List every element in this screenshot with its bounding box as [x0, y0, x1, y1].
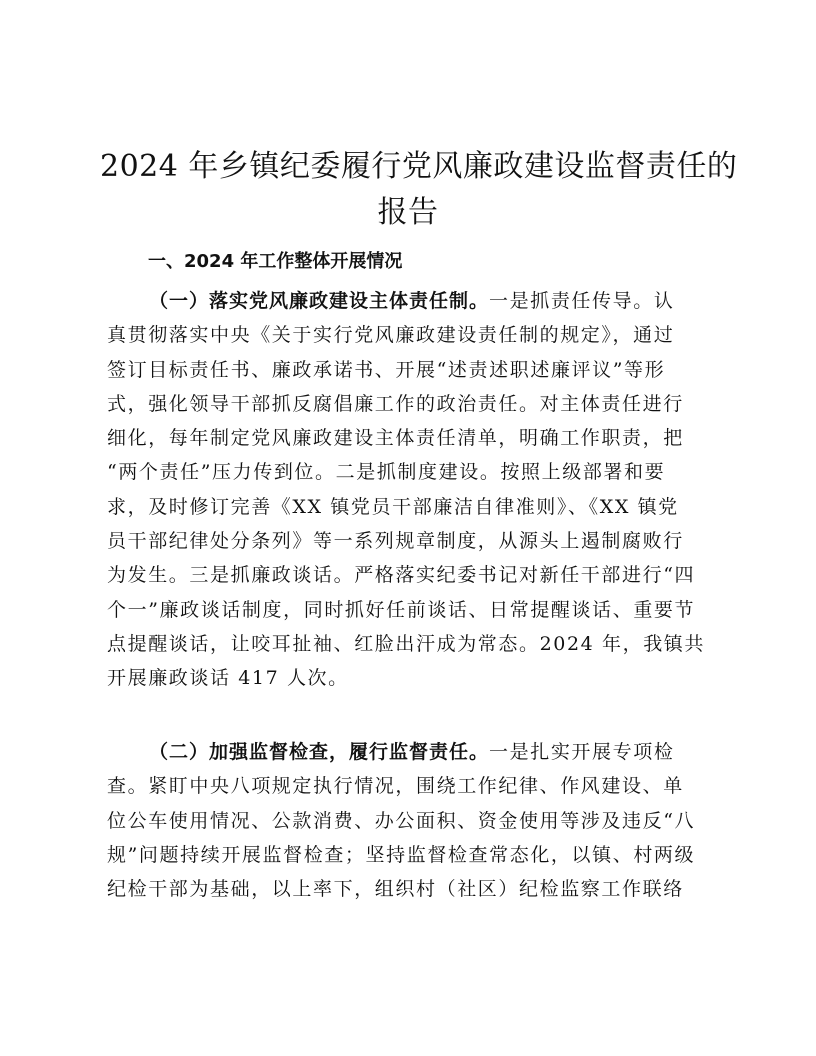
title-line: 报告	[377, 195, 439, 230]
paragraph-line: 位公车使用情况、公款消费、办公面积、资金使用等涉及违反“八	[107, 809, 696, 832]
paragraph-line: 真贯彻落实中央《关于实行党风廉政建设责任制的规定》，通过	[107, 324, 675, 347]
paragraph-2	[107, 735, 709, 906]
paragraph-line: 规”问题持续开展监督检查；坚持监督检查常态化，以镇、村两级	[107, 843, 696, 866]
section-heading: 一、2024 年工作整体开展情况	[148, 251, 403, 272]
paragraph-line: 为发生。三是抓廉政谈话。严格落实纪委书记对新任干部进行“四	[107, 564, 696, 587]
paragraph-line: 查。紧盯中央八项规定执行情况，围绕工作纪律、作风建设、单	[107, 775, 684, 798]
paragraph-first-line	[107, 735, 709, 769]
paragraph-text: 一是扎实开展专项检	[489, 741, 675, 763]
paragraph-line: 细化，每年制定党风廉政建设主体责任清单，明确工作职责，把	[107, 427, 684, 450]
paragraph-line: 员干部纪律处分条列》等一系列规章制度，从源头上遏制腐败行	[107, 530, 684, 553]
document-title	[100, 144, 738, 236]
paragraph-text: 一是抓责任传导。认	[489, 290, 675, 312]
paragraph-first-line	[107, 284, 709, 318]
paragraph-lead: （二）加强监督检查，履行监督责任。	[149, 741, 490, 763]
paragraph-line: 签订目标责任书、廉政承诺书、开展“述责述职述廉评议”等形	[107, 358, 666, 381]
paragraph-1	[107, 284, 709, 696]
title-line: 2024 年乡镇纪委履行党风廉政建设监督责任的	[100, 149, 738, 184]
paragraph-line: 点提醒谈话，让咬耳扯袖、红脸出汗成为常态。2024 年，我镇共	[107, 632, 705, 655]
paragraph-line: 式，强化领导干部抓反腐倡廉工作的政治责任。对主体责任进行	[107, 392, 684, 415]
paragraph-line: 求，及时修订完善《XX 镇党员干部廉洁自律准则》、《XX 镇党	[107, 495, 679, 518]
paragraph-line: 个一”廉政谈话制度，同时抓好任前谈话、日常提醒谈话、重要节	[107, 598, 696, 621]
paragraph-line: “两个责任”压力传到位。二是抓制度建设。按照上级部署和要	[107, 461, 666, 484]
paragraph-line: 开展廉政谈话 417 人次。	[107, 667, 349, 690]
paragraph-line: 纪检干部为基础，以上率下，组织村（社区）纪检监察工作联络	[107, 878, 684, 901]
paragraph-lead: （一）落实党风廉政建设主体责任制。	[149, 290, 490, 312]
